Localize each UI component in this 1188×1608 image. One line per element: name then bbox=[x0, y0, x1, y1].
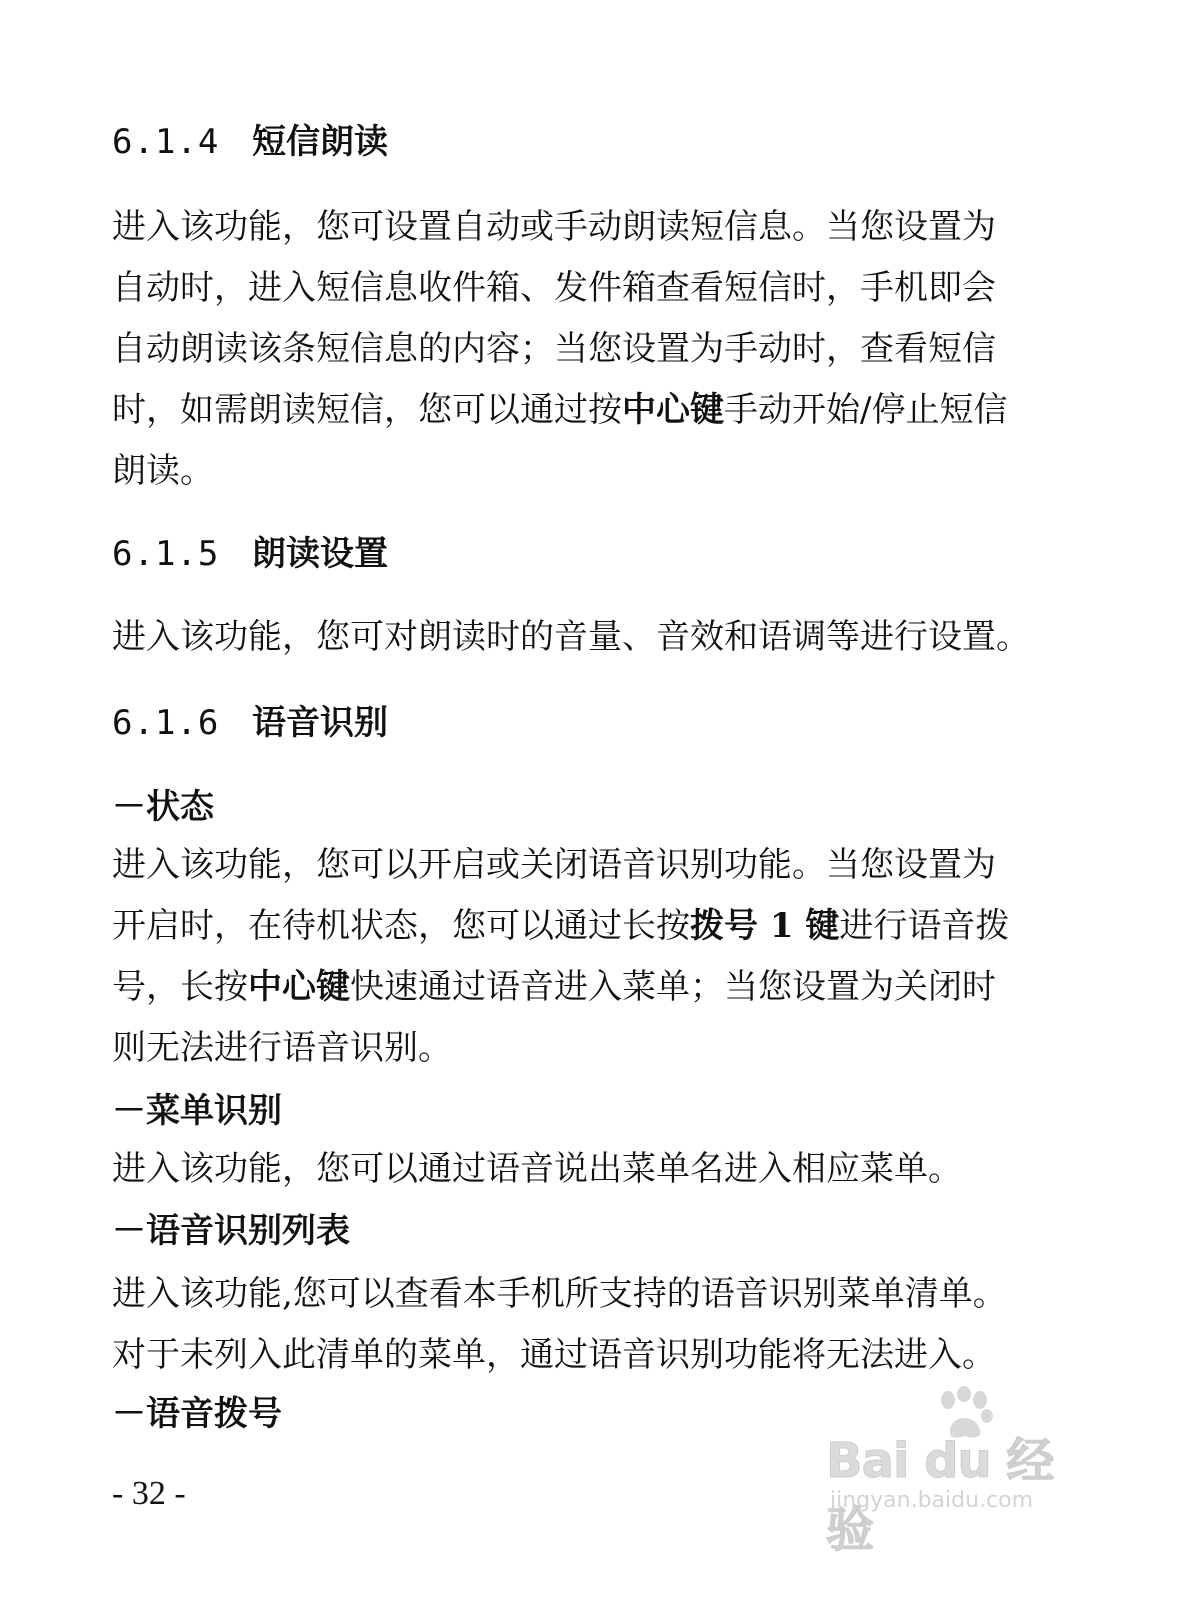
text-line bbox=[112, 896, 1027, 957]
text-line: 进入该功能，您可以开启或关闭语音识别功能。当您设置为 bbox=[112, 845, 996, 885]
watermark-brand: Bai du 经验 bbox=[826, 1433, 1054, 1558]
section-title: 语音识别 bbox=[252, 703, 388, 743]
text-run: 时，如需朗读短信，您可以通过按 bbox=[112, 390, 622, 430]
text-line: 对于未列入此清单的菜单，通过语音识别功能将无法进入。 bbox=[112, 1335, 996, 1375]
paragraph-menu-recognition bbox=[112, 1139, 1027, 1200]
section-heading-6-1-5 bbox=[112, 534, 388, 574]
text-line: 进入该功能，您可以通过语音说出菜单名进入相应菜单。 bbox=[112, 1149, 962, 1189]
text-line: 自动朗读该条短信息的内容；当您设置为手动时，查看短信 bbox=[112, 329, 996, 369]
section-heading-6-1-6 bbox=[112, 703, 388, 743]
text-line: 进入该功能,您可以查看本手机所支持的语音识别菜单清单。 bbox=[112, 1274, 1007, 1314]
watermark-url: jingyan.baidu.com bbox=[830, 1488, 1034, 1513]
text-run: 号，长按 bbox=[112, 967, 248, 1007]
paragraph-status bbox=[112, 835, 1027, 1079]
paragraph-6-1-5 bbox=[112, 607, 1030, 668]
text-run: 手动开始/停止短信 bbox=[724, 390, 1008, 430]
section-number: 6.1.4 bbox=[112, 122, 220, 162]
text-line: 朗读。 bbox=[112, 451, 214, 491]
text-line: 进入该功能，您可对朗读时的音量、音效和语调等进行设置。 bbox=[112, 617, 1030, 657]
bold-keyword: 中心键 bbox=[622, 390, 724, 430]
baidu-watermark bbox=[826, 1386, 1096, 1558]
bold-keyword: 中心键 bbox=[248, 967, 350, 1007]
text-run: 快速通过语音进入菜单；当您设置为关闭时 bbox=[350, 967, 996, 1007]
text-run: 进行语音拨 bbox=[839, 906, 1010, 946]
paragraph-6-1-4 bbox=[112, 197, 1027, 502]
bold-keyword: 拨号 1 键 bbox=[690, 906, 840, 946]
text-line bbox=[112, 380, 1027, 441]
text-line bbox=[112, 957, 1027, 1018]
subheading-status: －状态 bbox=[112, 787, 214, 827]
subheading-voice-dial: －语音拨号 bbox=[112, 1394, 282, 1434]
paragraph-recognition-list bbox=[112, 1264, 1027, 1386]
section-title: 短信朗读 bbox=[252, 122, 388, 162]
text-line: 自动时，进入短信息收件箱、发件箱查看短信时，手机即会 bbox=[112, 268, 996, 308]
text-line: 进入该功能，您可设置自动或手动朗读短信息。当您设置为 bbox=[112, 207, 996, 247]
subheading-menu-recognition: －菜单识别 bbox=[112, 1091, 282, 1131]
subheading-recognition-list: －语音识别列表 bbox=[112, 1211, 350, 1251]
section-heading-6-1-4 bbox=[112, 122, 388, 162]
page-number: - 32 - bbox=[112, 1475, 186, 1512]
section-title: 朗读设置 bbox=[252, 534, 388, 574]
text-line: 则无法进行语音识别。 bbox=[112, 1028, 452, 1068]
section-number: 6.1.6 bbox=[112, 703, 220, 743]
text-run: 开启时，在待机状态，您可以通过长按 bbox=[112, 906, 690, 946]
section-number: 6.1.5 bbox=[112, 534, 220, 574]
